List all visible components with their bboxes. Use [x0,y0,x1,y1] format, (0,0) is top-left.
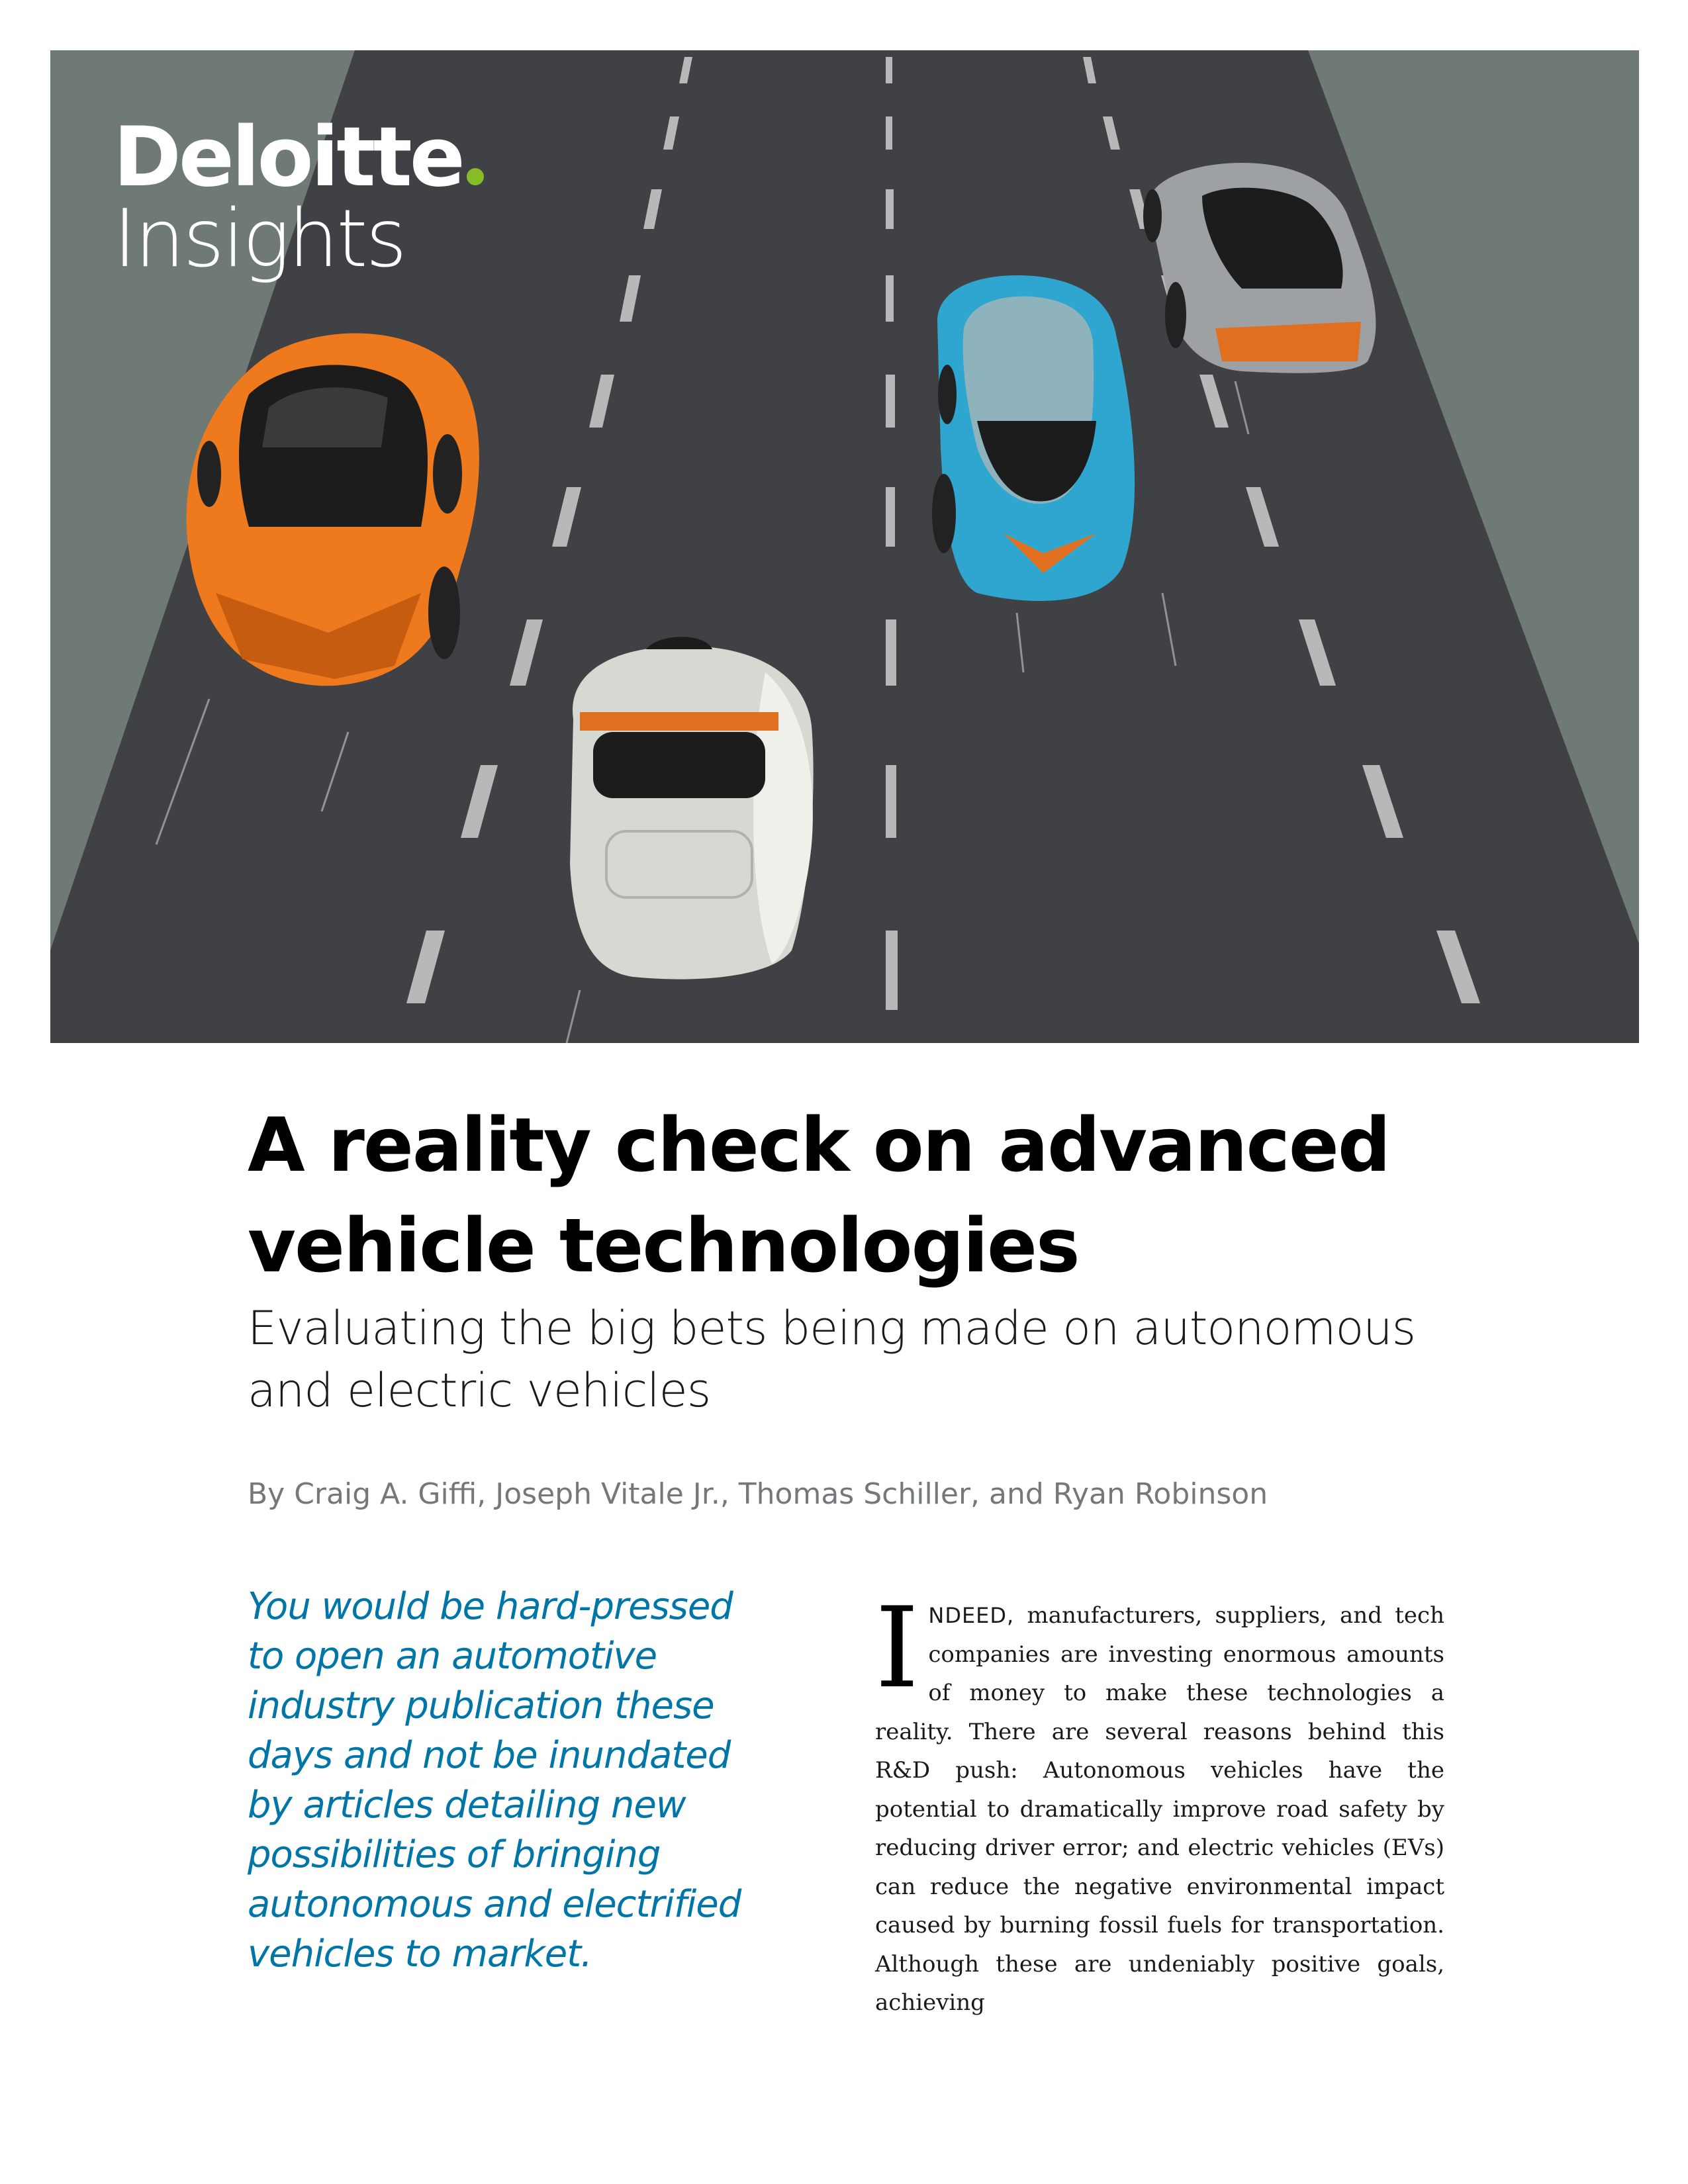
drop-cap: I [875,1583,919,1713]
pull-quote: You would be hard-pressed to open an automotive industry publication these days and not be inundated by articles detailing new possibilities of bringing autonomous and electrified vehicles to market. [248,1585,741,1976]
article-subtitle: Evaluating the big bets being made on autonomous and electric vehicles [248,1301,1416,1418]
logo-brand: Deloitte [113,110,463,205]
logo-green-dot [467,168,484,185]
article-title: A reality check on advanced vehicle technologies [248,1103,1389,1289]
blue-car [932,275,1135,601]
opening-word: NDEED, [928,1603,1015,1628]
deloitte-insights-logo [113,110,484,285]
logo-sub: Insights [113,193,405,285]
body-paragraph: manufacturers, suppliers, and tech companies are investing enormous amounts of money to make these technologies a reality. There are several reasons behind this R&D push: Autonomous vehicles have the potential to dramatically improve road safety by reducing driver error; and electric vehicles (EVs) can reduce the negative environmental impact caused by burning fossil fuels for transportation. Although these are undeniably positive goals, achieving [875,1602,1444,2016]
hero-illustration [50,50,1639,1043]
white-car [570,637,814,979]
article-body [875,1583,1444,2023]
article-byline: By Craig A. Giffi, Joseph Vitale Jr., Thomas Schiller, and Ryan Robinson [248,1477,1268,1511]
